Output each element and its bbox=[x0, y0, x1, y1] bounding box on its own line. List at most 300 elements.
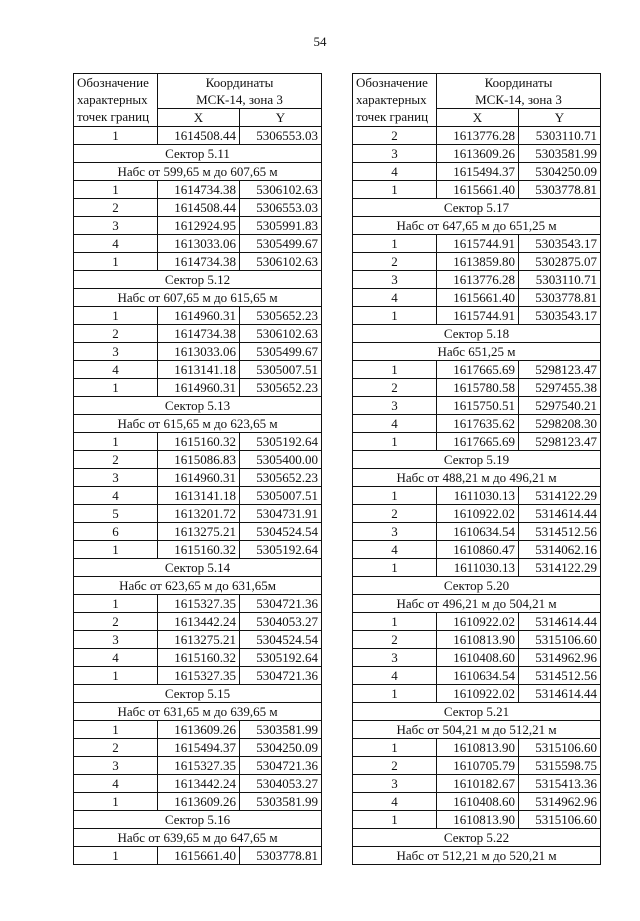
x-coordinate-cell: 1615661.40 bbox=[437, 181, 519, 199]
x-coordinate-cell: 1615160.32 bbox=[158, 541, 240, 559]
point-number-cell: 2 bbox=[353, 127, 437, 145]
y-coordinate-cell: 5305007.51 bbox=[240, 487, 322, 505]
section-row bbox=[353, 343, 601, 361]
x-coordinate-cell: 1613609.26 bbox=[158, 793, 240, 811]
point-number-cell: 1 bbox=[74, 595, 158, 613]
point-number-cell: 3 bbox=[74, 631, 158, 649]
point-number-cell: 2 bbox=[74, 199, 158, 217]
x-coordinate-cell: 1615780.58 bbox=[437, 379, 519, 397]
table-row bbox=[74, 847, 322, 865]
y-coordinate-cell: 5306102.63 bbox=[240, 181, 322, 199]
table-row bbox=[74, 433, 322, 451]
table-row bbox=[74, 523, 322, 541]
y-coordinate-cell: 5306102.63 bbox=[240, 253, 322, 271]
y-coordinate-cell: 5304721.36 bbox=[240, 667, 322, 685]
point-number-cell: 4 bbox=[353, 289, 437, 307]
table-row bbox=[74, 793, 322, 811]
x-coordinate-cell: 1615744.91 bbox=[437, 307, 519, 325]
x-coordinate-cell: 1614960.31 bbox=[158, 469, 240, 487]
table-row bbox=[74, 595, 322, 613]
y-coordinate-cell: 5305652.23 bbox=[240, 307, 322, 325]
y-coordinate-cell: 5314614.44 bbox=[519, 505, 601, 523]
point-number-cell: 1 bbox=[74, 127, 158, 145]
point-number-cell: 2 bbox=[74, 451, 158, 469]
x-coordinate-cell: 1610408.60 bbox=[437, 649, 519, 667]
y-coordinate-cell: 5305192.64 bbox=[240, 433, 322, 451]
y-coordinate-cell: 5304721.36 bbox=[240, 595, 322, 613]
x-coordinate-cell: 1610922.02 bbox=[437, 685, 519, 703]
table-row bbox=[353, 757, 601, 775]
x-coordinate-cell: 1615661.40 bbox=[158, 847, 240, 865]
table-row bbox=[353, 289, 601, 307]
table-row bbox=[74, 739, 322, 757]
section-row bbox=[353, 325, 601, 343]
table-row bbox=[74, 199, 322, 217]
y-coordinate-cell: 5314962.96 bbox=[519, 793, 601, 811]
x-coordinate-cell: 1615661.40 bbox=[437, 289, 519, 307]
x-coordinate-cell: 1615494.37 bbox=[437, 163, 519, 181]
point-number-cell: 4 bbox=[353, 415, 437, 433]
section-row bbox=[74, 163, 322, 181]
section-label: Сектор 5.19 bbox=[353, 451, 601, 469]
point-number-cell: 5 bbox=[74, 505, 158, 523]
point-number-cell: 3 bbox=[74, 217, 158, 235]
point-designation-header bbox=[74, 74, 158, 127]
table-row bbox=[74, 757, 322, 775]
section-label: Набс от 488,21 м до 496,21 м bbox=[353, 469, 601, 487]
section-label: Набс 651,25 м bbox=[353, 343, 601, 361]
section-label: Набс от 504,21 м до 512,21 м bbox=[353, 721, 601, 739]
x-coordinate-cell: 1613442.24 bbox=[158, 775, 240, 793]
table-row bbox=[74, 451, 322, 469]
x-coordinate-cell: 1613141.18 bbox=[158, 487, 240, 505]
table-row bbox=[353, 667, 601, 685]
y-coordinate-cell: 5304731.91 bbox=[240, 505, 322, 523]
y-coordinate-cell: 5314614.44 bbox=[519, 613, 601, 631]
y-coordinate-cell: 5314614.44 bbox=[519, 685, 601, 703]
point-number-cell: 3 bbox=[74, 469, 158, 487]
x-coordinate-cell: 1614960.31 bbox=[158, 307, 240, 325]
table-row bbox=[74, 667, 322, 685]
table-row bbox=[353, 181, 601, 199]
y-coordinate-cell: 5314062.16 bbox=[519, 541, 601, 559]
x-coordinate-cell: 1614734.38 bbox=[158, 181, 240, 199]
table-row bbox=[74, 487, 322, 505]
page-number: 54 bbox=[313, 34, 327, 49]
section-label: Сектор 5.22 bbox=[353, 829, 601, 847]
section-label: Сектор 5.16 bbox=[74, 811, 322, 829]
table-row bbox=[353, 739, 601, 757]
y-coordinate-cell: 5304250.09 bbox=[519, 163, 601, 181]
section-label: Набс от 615,65 м до 623,65 м bbox=[74, 415, 322, 433]
section-label: Набс от 599,65 м до 607,65 м bbox=[74, 163, 322, 181]
x-coordinate-cell: 1615744.91 bbox=[437, 235, 519, 253]
x-coordinate-cell: 1610922.02 bbox=[437, 613, 519, 631]
y-coordinate-cell: 5303543.17 bbox=[519, 235, 601, 253]
table-body-right bbox=[353, 127, 601, 865]
y-coordinate-cell: 5305499.67 bbox=[240, 343, 322, 361]
point-number-cell: 1 bbox=[74, 253, 158, 271]
y-coordinate-cell: 5314122.29 bbox=[519, 487, 601, 505]
section-row bbox=[353, 703, 601, 721]
x-coordinate-cell: 1613033.06 bbox=[158, 343, 240, 361]
x-coordinate-cell: 1614734.38 bbox=[158, 325, 240, 343]
table-row bbox=[74, 253, 322, 271]
coordinates-table-right bbox=[352, 73, 601, 865]
section-label: Набс от 607,65 м до 615,65 м bbox=[74, 289, 322, 307]
y-coordinate-cell: 5304524.54 bbox=[240, 631, 322, 649]
x-coordinate-cell: 1613442.24 bbox=[158, 613, 240, 631]
table-row bbox=[74, 721, 322, 739]
x-coordinate-cell: 1613141.18 bbox=[158, 361, 240, 379]
section-row bbox=[353, 451, 601, 469]
section-label: Сектор 5.20 bbox=[353, 577, 601, 595]
y-coordinate-cell: 5305007.51 bbox=[240, 361, 322, 379]
y-coordinate-cell: 5303778.81 bbox=[519, 181, 601, 199]
point-number-cell: 2 bbox=[353, 253, 437, 271]
point-number-cell: 2 bbox=[74, 325, 158, 343]
table-row bbox=[74, 613, 322, 631]
x-coordinate-cell: 1610922.02 bbox=[437, 505, 519, 523]
section-row bbox=[74, 829, 322, 847]
y-coordinate-cell: 5304053.27 bbox=[240, 613, 322, 631]
x-coordinate-cell: 1615327.35 bbox=[158, 595, 240, 613]
point-number-cell: 1 bbox=[353, 235, 437, 253]
x-coordinate-cell: 1614508.44 bbox=[158, 199, 240, 217]
table-row bbox=[353, 541, 601, 559]
point-number-cell: 1 bbox=[74, 307, 158, 325]
table-row bbox=[74, 325, 322, 343]
header-point-line-3: точек границ bbox=[77, 109, 150, 124]
section-label: Сектор 5.12 bbox=[74, 271, 322, 289]
table-row bbox=[353, 685, 601, 703]
point-number-cell: 1 bbox=[74, 721, 158, 739]
x-coordinate-cell: 1617665.69 bbox=[437, 433, 519, 451]
coordinates-table-left bbox=[73, 73, 322, 865]
table-row bbox=[74, 649, 322, 667]
point-number-cell: 1 bbox=[74, 667, 158, 685]
point-number-cell: 2 bbox=[353, 757, 437, 775]
header-point-line-1: Обозначение bbox=[77, 75, 149, 90]
x-coordinate-cell: 1610705.79 bbox=[437, 757, 519, 775]
y-coordinate-cell: 5305499.67 bbox=[240, 235, 322, 253]
point-number-cell: 1 bbox=[353, 361, 437, 379]
y-column-header: Y bbox=[240, 109, 322, 127]
section-row bbox=[353, 469, 601, 487]
y-coordinate-cell: 5303581.99 bbox=[240, 721, 322, 739]
y-coordinate-cell: 5306553.03 bbox=[240, 127, 322, 145]
y-coordinate-cell: 5303110.71 bbox=[519, 271, 601, 289]
table-row bbox=[74, 469, 322, 487]
table-body-left bbox=[74, 127, 322, 865]
y-coordinate-cell: 5315106.60 bbox=[519, 811, 601, 829]
y-coordinate-cell: 5303581.99 bbox=[519, 145, 601, 163]
point-number-cell: 1 bbox=[353, 433, 437, 451]
point-number-cell: 3 bbox=[353, 271, 437, 289]
x-coordinate-cell: 1610634.54 bbox=[437, 523, 519, 541]
y-coordinate-cell: 5306553.03 bbox=[240, 199, 322, 217]
point-number-cell: 1 bbox=[353, 559, 437, 577]
section-row bbox=[74, 145, 322, 163]
section-label: Сектор 5.15 bbox=[74, 685, 322, 703]
point-number-cell: 2 bbox=[353, 631, 437, 649]
y-coordinate-cell: 5315598.75 bbox=[519, 757, 601, 775]
table-row bbox=[74, 541, 322, 559]
y-coordinate-cell: 5304721.36 bbox=[240, 757, 322, 775]
y-coordinate-cell: 5315106.60 bbox=[519, 631, 601, 649]
section-row bbox=[353, 217, 601, 235]
section-row bbox=[353, 577, 601, 595]
section-row bbox=[353, 199, 601, 217]
table-row bbox=[74, 631, 322, 649]
point-number-cell: 3 bbox=[353, 145, 437, 163]
table-row bbox=[353, 127, 601, 145]
x-coordinate-cell: 1611030.13 bbox=[437, 559, 519, 577]
section-label: Сектор 5.14 bbox=[74, 559, 322, 577]
table-row bbox=[353, 505, 601, 523]
table-row bbox=[353, 235, 601, 253]
point-number-cell: 4 bbox=[74, 235, 158, 253]
section-row bbox=[74, 289, 322, 307]
point-number-cell: 3 bbox=[74, 757, 158, 775]
y-coordinate-cell: 5298123.47 bbox=[519, 433, 601, 451]
x-coordinate-cell: 1615160.32 bbox=[158, 433, 240, 451]
y-coordinate-cell: 5303581.99 bbox=[240, 793, 322, 811]
table-row bbox=[353, 271, 601, 289]
y-coordinate-cell: 5305400.00 bbox=[240, 451, 322, 469]
table-row bbox=[353, 163, 601, 181]
x-coordinate-cell: 1612924.95 bbox=[158, 217, 240, 235]
point-number-cell: 4 bbox=[74, 775, 158, 793]
coord-header-line-2: МСК-14, зона 3 bbox=[196, 92, 283, 107]
x-coordinate-cell: 1617635.62 bbox=[437, 415, 519, 433]
table-row bbox=[353, 631, 601, 649]
table-row bbox=[353, 307, 601, 325]
x-coordinate-cell: 1615327.35 bbox=[158, 757, 240, 775]
y-coordinate-cell: 5314962.96 bbox=[519, 649, 601, 667]
x-coordinate-cell: 1614960.31 bbox=[158, 379, 240, 397]
table-row bbox=[353, 397, 601, 415]
x-coordinate-cell: 1613275.21 bbox=[158, 523, 240, 541]
point-number-cell: 3 bbox=[74, 343, 158, 361]
x-coordinate-cell: 1614734.38 bbox=[158, 253, 240, 271]
y-coordinate-cell: 5298123.47 bbox=[519, 361, 601, 379]
y-coordinate-cell: 5303778.81 bbox=[519, 289, 601, 307]
point-number-cell: 1 bbox=[353, 739, 437, 757]
table-row bbox=[353, 253, 601, 271]
section-label: Набс от 496,21 м до 504,21 м bbox=[353, 595, 601, 613]
point-number-cell: 4 bbox=[353, 541, 437, 559]
y-column-header: Y bbox=[519, 109, 601, 127]
y-coordinate-cell: 5304524.54 bbox=[240, 523, 322, 541]
header-point-line-1: Обозначение bbox=[356, 75, 428, 90]
point-number-cell: 1 bbox=[353, 307, 437, 325]
x-coordinate-cell: 1610408.60 bbox=[437, 793, 519, 811]
table-row bbox=[353, 811, 601, 829]
x-column-header: X bbox=[437, 109, 519, 127]
table-row bbox=[74, 307, 322, 325]
x-coordinate-cell: 1610182.67 bbox=[437, 775, 519, 793]
y-coordinate-cell: 5314512.56 bbox=[519, 523, 601, 541]
point-number-cell: 4 bbox=[353, 667, 437, 685]
section-row bbox=[74, 415, 322, 433]
x-coordinate-cell: 1615160.32 bbox=[158, 649, 240, 667]
table-row bbox=[353, 433, 601, 451]
x-coordinate-cell: 1613609.26 bbox=[437, 145, 519, 163]
header-point-line-2: характерных bbox=[356, 92, 427, 107]
table-row bbox=[353, 793, 601, 811]
point-number-cell: 6 bbox=[74, 523, 158, 541]
x-coordinate-cell: 1610813.90 bbox=[437, 631, 519, 649]
y-coordinate-cell: 5305192.64 bbox=[240, 649, 322, 667]
y-coordinate-cell: 5304250.09 bbox=[240, 739, 322, 757]
point-designation-header bbox=[353, 74, 437, 127]
point-number-cell: 3 bbox=[353, 649, 437, 667]
y-coordinate-cell: 5303778.81 bbox=[240, 847, 322, 865]
point-number-cell: 1 bbox=[353, 613, 437, 631]
section-row bbox=[74, 271, 322, 289]
coord-header-line-1: Координаты bbox=[484, 75, 553, 90]
x-column-header: X bbox=[158, 109, 240, 127]
coordinates-header bbox=[158, 74, 322, 109]
x-coordinate-cell: 1610860.47 bbox=[437, 541, 519, 559]
y-coordinate-cell: 5315106.60 bbox=[519, 739, 601, 757]
table-row bbox=[74, 379, 322, 397]
point-number-cell: 2 bbox=[74, 739, 158, 757]
x-coordinate-cell: 1614508.44 bbox=[158, 127, 240, 145]
point-number-cell: 4 bbox=[74, 649, 158, 667]
y-coordinate-cell: 5303110.71 bbox=[519, 127, 601, 145]
y-coordinate-cell: 5305991.83 bbox=[240, 217, 322, 235]
point-number-cell: 4 bbox=[74, 361, 158, 379]
section-row bbox=[74, 559, 322, 577]
coord-header-line-1: Координаты bbox=[205, 75, 274, 90]
table-row bbox=[353, 559, 601, 577]
x-coordinate-cell: 1613033.06 bbox=[158, 235, 240, 253]
section-label: Набс от 647,65 м до 651,25 м bbox=[353, 217, 601, 235]
y-coordinate-cell: 5305652.23 bbox=[240, 469, 322, 487]
coordinates-header bbox=[437, 74, 601, 109]
y-coordinate-cell: 5303543.17 bbox=[519, 307, 601, 325]
section-label: Набс от 512,21 м до 520,21 м bbox=[353, 847, 601, 865]
x-coordinate-cell: 1610813.90 bbox=[437, 811, 519, 829]
table-row bbox=[353, 145, 601, 163]
table-row bbox=[353, 523, 601, 541]
point-number-cell: 1 bbox=[353, 487, 437, 505]
table-row bbox=[74, 127, 322, 145]
section-label: Сектор 5.21 bbox=[353, 703, 601, 721]
x-coordinate-cell: 1615750.51 bbox=[437, 397, 519, 415]
y-coordinate-cell: 5297540.21 bbox=[519, 397, 601, 415]
x-coordinate-cell: 1617665.69 bbox=[437, 361, 519, 379]
coord-header-line-2: МСК-14, зона 3 bbox=[475, 92, 562, 107]
section-row bbox=[74, 811, 322, 829]
table-row bbox=[353, 361, 601, 379]
y-coordinate-cell: 5305192.64 bbox=[240, 541, 322, 559]
x-coordinate-cell: 1615086.83 bbox=[158, 451, 240, 469]
section-label: Сектор 5.18 bbox=[353, 325, 601, 343]
section-row bbox=[353, 847, 601, 865]
y-coordinate-cell: 5306102.63 bbox=[240, 325, 322, 343]
point-number-cell: 1 bbox=[74, 793, 158, 811]
x-coordinate-cell: 1613859.80 bbox=[437, 253, 519, 271]
x-coordinate-cell: 1610813.90 bbox=[437, 739, 519, 757]
point-number-cell: 4 bbox=[74, 487, 158, 505]
point-number-cell: 4 bbox=[353, 163, 437, 181]
x-coordinate-cell: 1611030.13 bbox=[437, 487, 519, 505]
x-coordinate-cell: 1613201.72 bbox=[158, 505, 240, 523]
point-number-cell: 2 bbox=[353, 505, 437, 523]
table-row bbox=[353, 613, 601, 631]
section-label: Набс от 639,65 м до 647,65 м bbox=[74, 829, 322, 847]
section-label: Сектор 5.13 bbox=[74, 397, 322, 415]
section-label: Сектор 5.17 bbox=[353, 199, 601, 217]
section-label: Набс от 631,65 м до 639,65 м bbox=[74, 703, 322, 721]
section-row bbox=[74, 397, 322, 415]
section-row bbox=[74, 685, 322, 703]
section-row bbox=[353, 721, 601, 739]
x-coordinate-cell: 1613776.28 bbox=[437, 271, 519, 289]
table-row bbox=[353, 775, 601, 793]
x-coordinate-cell: 1615327.35 bbox=[158, 667, 240, 685]
table-row bbox=[353, 649, 601, 667]
point-number-cell: 1 bbox=[74, 541, 158, 559]
y-coordinate-cell: 5305652.23 bbox=[240, 379, 322, 397]
x-coordinate-cell: 1613275.21 bbox=[158, 631, 240, 649]
y-coordinate-cell: 5304053.27 bbox=[240, 775, 322, 793]
section-row bbox=[74, 577, 322, 595]
section-label: Набс от 623,65 м до 631,65м bbox=[74, 577, 322, 595]
point-number-cell: 1 bbox=[74, 433, 158, 451]
point-number-cell: 1 bbox=[353, 181, 437, 199]
x-coordinate-cell: 1610634.54 bbox=[437, 667, 519, 685]
point-number-cell: 2 bbox=[353, 379, 437, 397]
y-coordinate-cell: 5314512.56 bbox=[519, 667, 601, 685]
table-row bbox=[74, 217, 322, 235]
point-number-cell: 1 bbox=[74, 181, 158, 199]
x-coordinate-cell: 1615494.37 bbox=[158, 739, 240, 757]
point-number-cell: 3 bbox=[353, 523, 437, 541]
table-row bbox=[74, 775, 322, 793]
table-row bbox=[74, 181, 322, 199]
point-number-cell: 1 bbox=[74, 847, 158, 865]
point-number-cell: 3 bbox=[353, 397, 437, 415]
point-number-cell: 1 bbox=[74, 379, 158, 397]
point-number-cell: 1 bbox=[353, 685, 437, 703]
section-label: Сектор 5.11 bbox=[74, 145, 322, 163]
x-coordinate-cell: 1613776.28 bbox=[437, 127, 519, 145]
y-coordinate-cell: 5314122.29 bbox=[519, 559, 601, 577]
point-number-cell: 1 bbox=[353, 811, 437, 829]
header-point-line-3: точек границ bbox=[356, 109, 429, 124]
section-row bbox=[353, 595, 601, 613]
table-row bbox=[74, 343, 322, 361]
table-row bbox=[353, 487, 601, 505]
x-coordinate-cell: 1613609.26 bbox=[158, 721, 240, 739]
point-number-cell: 4 bbox=[353, 793, 437, 811]
section-row bbox=[353, 829, 601, 847]
y-coordinate-cell: 5315413.36 bbox=[519, 775, 601, 793]
point-number-cell: 2 bbox=[74, 613, 158, 631]
section-row bbox=[74, 703, 322, 721]
table-row bbox=[353, 415, 601, 433]
y-coordinate-cell: 5298208.30 bbox=[519, 415, 601, 433]
table-row bbox=[74, 505, 322, 523]
table-row bbox=[74, 235, 322, 253]
table-row bbox=[353, 379, 601, 397]
y-coordinate-cell: 5297455.38 bbox=[519, 379, 601, 397]
table-row bbox=[74, 361, 322, 379]
